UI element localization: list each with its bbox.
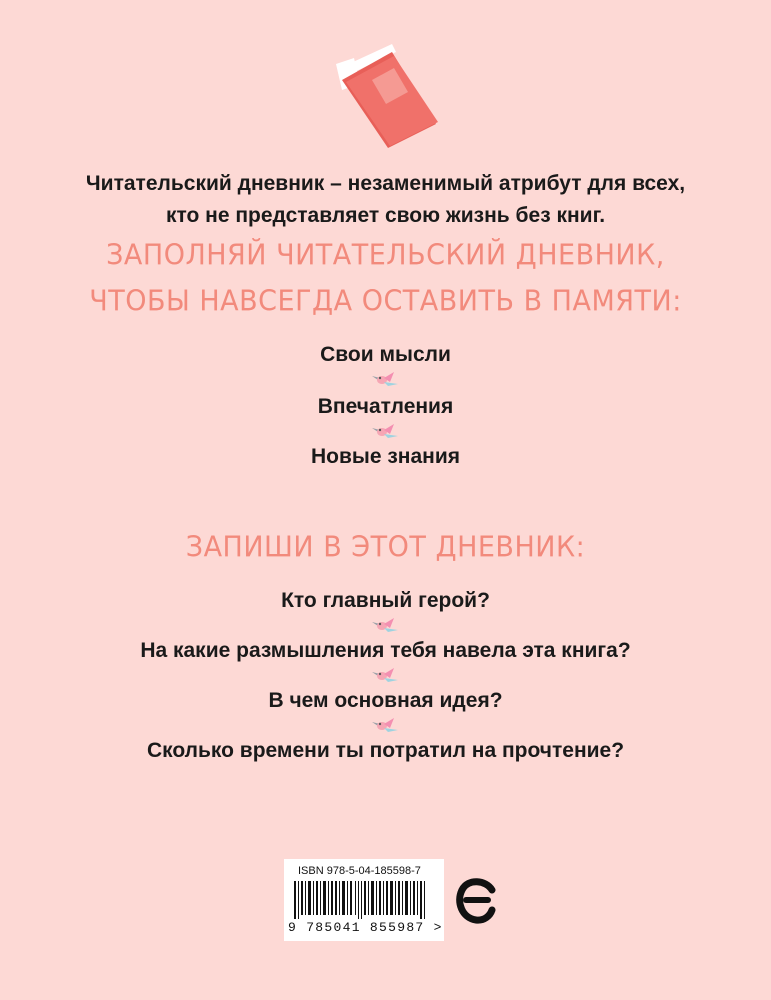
heading-fill-line-1: ЗАПОЛНЯЙ ЧИТАТЕЛЬСКИЙ ДНЕВНИК, [106, 239, 665, 272]
publisher-logo-icon [456, 876, 496, 924]
list1-item-impressions: Впечатления [317, 395, 454, 418]
list2-item-reading-time: Сколько времени ты потратил на прочтение? [146, 739, 625, 762]
intro-line-1: Читательский дневник – незаменимый атрибут для всех, [85, 172, 686, 195]
barcode-box [284, 859, 444, 941]
barcode-icon [294, 881, 434, 919]
list2-item-reflections: На какие размышления тебя навела эта книга? [140, 639, 631, 662]
barcode-digits: 9 785041 855987 > [288, 920, 443, 935]
hummingbird-icon [372, 422, 400, 442]
hummingbird-icon [372, 666, 400, 686]
list2-item-main-idea: В чем основная идея? [268, 689, 503, 712]
isbn-label: ISBN 978-5-04-185598-7 [298, 865, 421, 877]
open-book-icon [330, 40, 442, 150]
heading-fill-line-2: ЧТОБЫ НАВСЕГДА ОСТАВИТЬ В ПАМЯТИ: [89, 285, 682, 318]
heading-write-down: ЗАПИШИ В ЭТОТ ДНЕВНИК: [185, 531, 586, 564]
list1-item-knowledge: Новые знания [311, 445, 460, 468]
hummingbird-icon [372, 370, 400, 390]
list1-item-thoughts: Свои мысли [320, 343, 451, 366]
hummingbird-icon [372, 716, 400, 736]
hummingbird-icon [372, 616, 400, 636]
list2-item-hero: Кто главный герой? [281, 589, 490, 612]
intro-line-2: кто не представляет свою жизнь без книг. [165, 204, 606, 227]
